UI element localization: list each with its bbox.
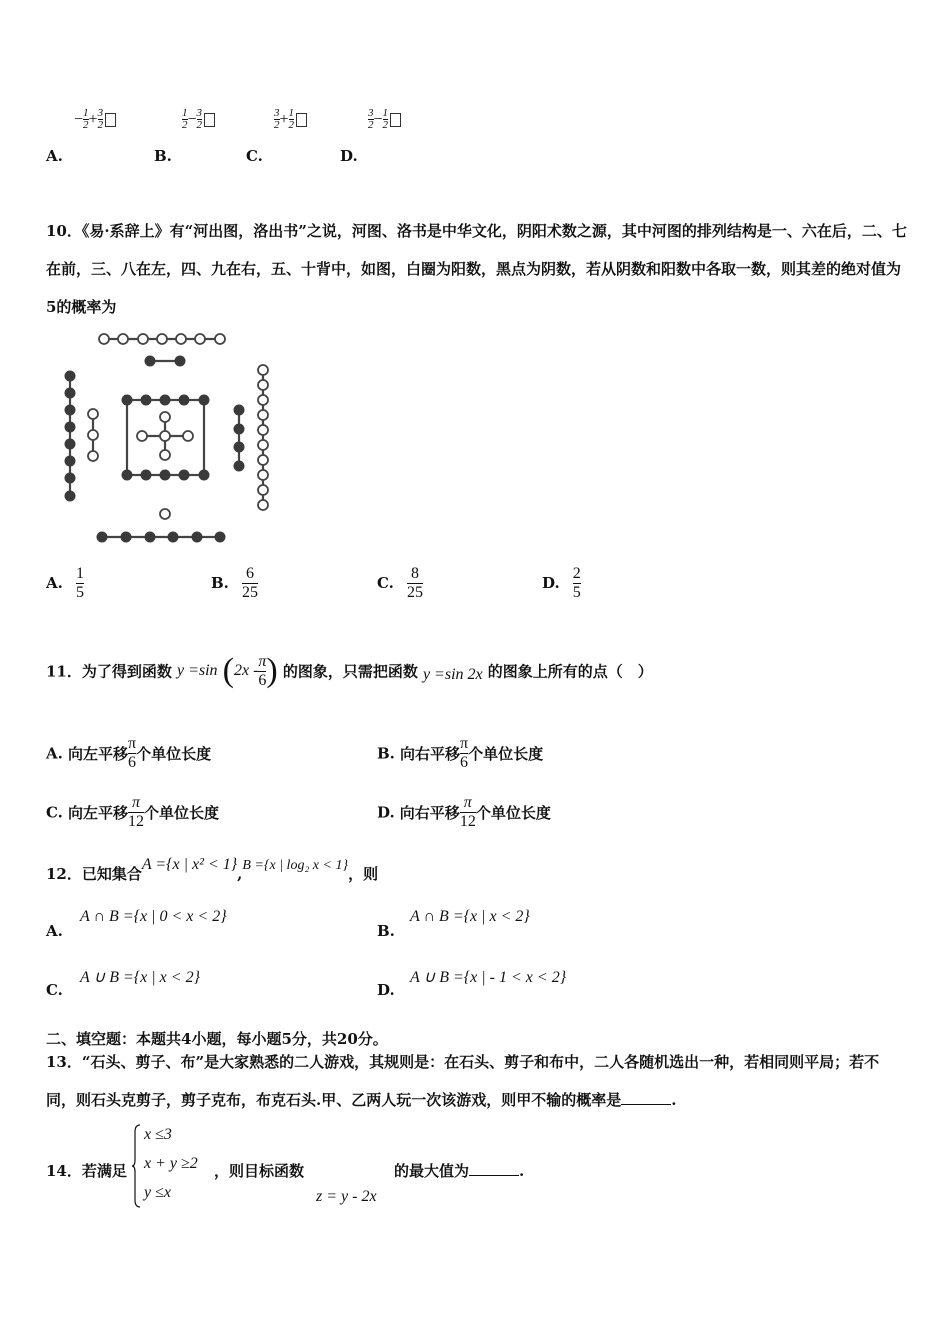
q9-option-c-expr: $\frac{3}{2}$ + $\frac{1}{2}$ bbox=[274, 108, 307, 131]
fraction: $\frac{\pi}{12}$ bbox=[459, 794, 476, 830]
q13-stem: 13．“石头、剪子、布”是大家熟悉的二人游戏，其规则是：在石头、剪子和布中，二人各随机选出一种，若相同则平局；若不同，则石头克剪子，剪子克布，布克石头.甲、乙两人玩一次该游戏，则甲不输的概率是 . bbox=[46, 1053, 880, 1109]
fraction: $\frac{3}{2}$ bbox=[97, 107, 104, 131]
fraction: $\frac{1}{5}$ bbox=[75, 565, 84, 601]
placeholder-box-icon bbox=[105, 113, 116, 127]
q14-stem: 14．若满足 bbox=[46, 1162, 127, 1180]
q12-option-c-expr: A ∪ B ={x | x < 2} bbox=[80, 969, 200, 986]
q12-option-c-label[interactable]: C. bbox=[46, 981, 63, 999]
q10-option-a[interactable]: A. $\frac{1}{5}$ bbox=[46, 565, 84, 601]
constraint-2: x + y ≥2 bbox=[144, 1155, 198, 1172]
objective-function: z = y - 2x bbox=[316, 1188, 377, 1205]
q11-option-b[interactable]: B. 向右平移 $\frac{\pi}{6}$ 个单位长度 bbox=[377, 735, 544, 771]
q10-option-d[interactable]: D. $\frac{2}{5}$ bbox=[542, 565, 581, 601]
left-brace-icon bbox=[132, 1124, 142, 1208]
q9-option-d-label: D. bbox=[340, 147, 358, 165]
placeholder-box-icon bbox=[296, 113, 307, 127]
q11-option-a[interactable]: A. 向左平移 $\frac{\pi}{6}$ 个单位长度 bbox=[46, 735, 212, 771]
fraction: $\frac{6}{25}$ bbox=[242, 565, 258, 601]
hetu-diagram bbox=[50, 325, 290, 550]
q9-option-c-label: C. bbox=[246, 147, 263, 165]
answer-blank[interactable] bbox=[621, 1090, 671, 1105]
q12-option-b-expr: A ∩ B ={x | x < 2} bbox=[410, 908, 530, 925]
placeholder-box-icon bbox=[204, 113, 215, 127]
q12-option-d-expr: A ∪ B ={x | - 1 < x < 2} bbox=[410, 969, 567, 986]
q12-option-a-expr: A ∩ B ={x | 0 < x < 2} bbox=[80, 908, 227, 925]
fraction: $\frac{3}{2}$ bbox=[196, 107, 203, 131]
fraction: $\frac{\pi}{6}$ bbox=[127, 735, 137, 771]
q12-option-d-label[interactable]: D. bbox=[377, 981, 395, 999]
q11-option-c[interactable]: C. 向左平移 $\frac{\pi}{12}$ 个单位长度 bbox=[46, 794, 220, 830]
q10-option-c[interactable]: C. $\frac{8}{25}$ bbox=[377, 565, 423, 601]
right-paren: ) bbox=[266, 652, 278, 689]
fraction: $\frac{\pi}{12}$ bbox=[128, 794, 145, 830]
q9-option-b-expr: $\frac{1}{2}$ − $\frac{3}{2}$ bbox=[182, 108, 215, 131]
q14-suffix: 的最大值为 . bbox=[394, 1162, 525, 1180]
q10-stem: 10．《易·系辞上》有“河出图，洛出书”之说，河图、洛书是中华文化，阴阳术数之源，其中河图的排列结构是一、六在后，二、七在前，三、八在左，四、九在右，五、十背中，如图，白圈为阳数，黑点为阴数，若从阴数和阳数中各取一数，则其差的绝对值为5的概率为 bbox=[46, 222, 907, 316]
answer-blank[interactable] bbox=[469, 1161, 519, 1176]
q9-option-a-expr: − $\frac{1}{2}$ + $\frac{3}{2}$ bbox=[74, 108, 116, 131]
fraction: $\frac{3}{2}$ bbox=[368, 107, 374, 131]
q10-option-b[interactable]: B. $\frac{6}{25}$ bbox=[211, 565, 258, 601]
fraction: $\frac{1}{2}$ bbox=[83, 107, 89, 131]
fraction: $\frac{\pi}{6}$ bbox=[460, 735, 469, 771]
fraction: $\frac{1}{2}$ bbox=[382, 107, 389, 131]
fraction: $\frac{3}{2}$ bbox=[274, 107, 280, 131]
sign: − bbox=[74, 111, 84, 128]
q12-option-b-label[interactable]: B. bbox=[377, 922, 395, 940]
fraction: $\frac{2}{5}$ bbox=[572, 565, 581, 601]
q11-option-d[interactable]: D. 向右平移 $\frac{\pi}{12}$ 个单位长度 bbox=[377, 794, 551, 830]
q9-option-a-label: A. bbox=[46, 147, 63, 165]
fraction: $\frac{8}{25}$ bbox=[407, 565, 423, 601]
left-paren: ( bbox=[222, 652, 234, 689]
fraction: $\frac{1}{2}$ bbox=[288, 107, 295, 131]
fraction: $\frac{\pi}{6}$ bbox=[258, 652, 267, 689]
q12-stem: 12．已知集合A ={x | x² < 1},B ={x | log₂ x < 1}，则 bbox=[46, 856, 379, 883]
placeholder-box-icon bbox=[390, 113, 401, 127]
constraint-1: x ≤3 bbox=[144, 1126, 172, 1143]
section-heading: 二、填空题：本题共4小题，每小题5分，共20分。 bbox=[46, 1030, 388, 1048]
q9-option-b-label: B. bbox=[154, 147, 172, 165]
q14-mid: ，则目标函数 bbox=[214, 1162, 305, 1180]
q9-option-d-expr: $\frac{3}{2}$ − $\frac{1}{2}$ bbox=[368, 108, 401, 131]
fraction: $\frac{1}{2}$ bbox=[182, 107, 188, 131]
q11-stem: 11．为了得到函数 y =sin (2x - $\frac{\pi}{6}$ ) 的图象，只需把函数 y =sin 2x 的图象上所有的点（ ） bbox=[46, 652, 653, 689]
constraint-3: y ≤x bbox=[144, 1184, 171, 1201]
q12-option-a-label[interactable]: A. bbox=[46, 922, 63, 940]
